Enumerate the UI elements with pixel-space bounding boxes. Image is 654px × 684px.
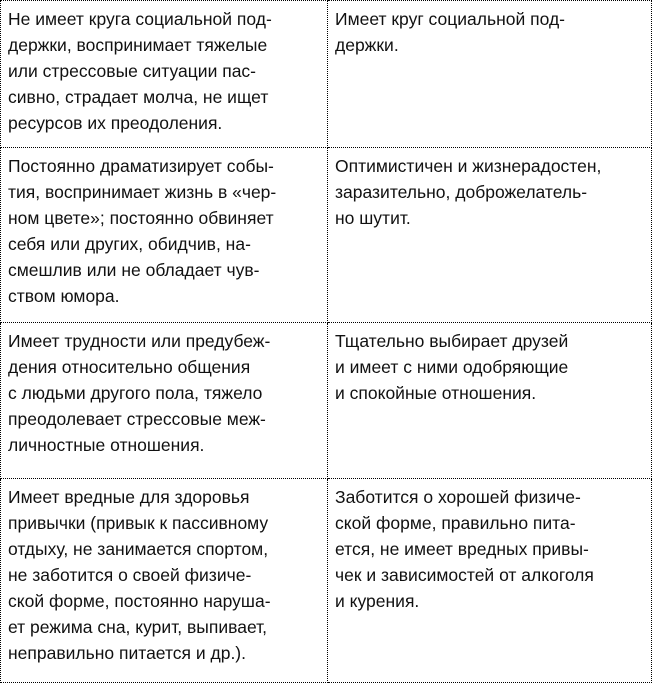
table-cell-right <box>328 323 652 479</box>
cell-text: Оптимистичен и жизнерадостен, заразительно, доброжелатель- но шутит. <box>335 156 602 228</box>
table-row <box>1 148 652 323</box>
cell-text: Постоянно драматизирует собы- тия, воспринимает жизнь в «чер- ном цвете»; постоянно обвиняет себя или других, обидчив, на- смешлив или не обладает чув- ством юмора. <box>8 156 277 306</box>
table-cell-right <box>328 148 652 323</box>
table-cell-left <box>1 323 328 479</box>
table-row <box>1 479 652 683</box>
table-cell-left <box>1 1 328 148</box>
table-cell-left <box>1 479 328 683</box>
table-cell-right <box>328 479 652 683</box>
table-row <box>1 323 652 479</box>
table-row <box>1 1 652 148</box>
cell-text: Заботится о хорошей физиче- ской форме, правильно пита- ется, не имеет вредных привы- чек и зависимостей от алкоголя и курения. <box>335 487 594 611</box>
cell-text: Имеет круг социальной под- держки. <box>335 9 565 55</box>
table-cell-right <box>328 1 652 148</box>
cell-text: Не имеет круга социальной под- держки, воспринимает тяжелые или стрессовые ситуации пас- сивно, страдает молча, не ищет ресурсов их преодоления. <box>8 9 272 133</box>
table-cell-left <box>1 148 328 323</box>
cell-text: Тщательно выбирает друзей и имеет с ними одобряющие и спокойные отношения. <box>335 331 569 403</box>
cell-text: Имеет трудности или предубеж- дения относительно общения с людьми другого пола, тяжело преодолевает стрессовые меж- личностные отношения. <box>8 331 271 455</box>
cell-text: Имеет вредные для здоровья привычки (привык к пассивному отдыху, не занимается спортом, не заботится о своей физиче- ской форме, постоянно наруша- ет режима сна, курит, выпивает, неправильно питается и др.). <box>8 487 271 663</box>
